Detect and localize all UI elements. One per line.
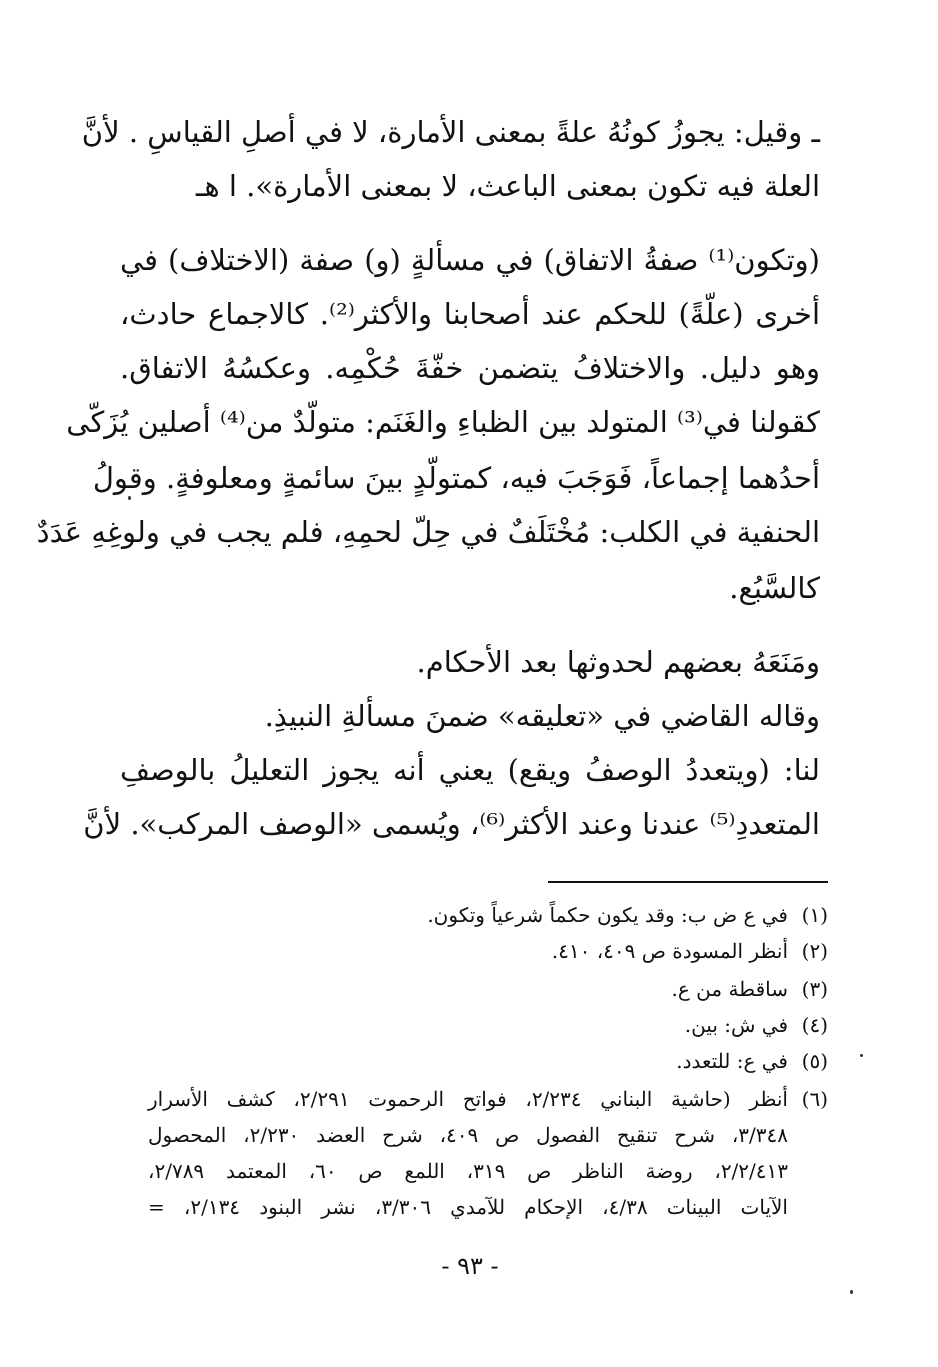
body-line-4: أخرى (علّةً) للحكم عند أصحابنا والأكثر⁽²⁾. كالاجماع حادث، — [120, 297, 821, 331]
body-line-8: الحنفية في الكلب: مُخْتَلَفٌ في حِلّ لحمِهِ، فلم يجب في ولوغِهِ عَدَدٌ — [36, 515, 820, 549]
body-line-5: وهو دليل. والاختلافُ يتضمن خفّةَ حُكْمِه. وعكسُهُ الاتفاق. — [120, 351, 820, 385]
footnote-text-3: ساقطة من ع. — [671, 977, 788, 1001]
footnote-text-5: في ع: للتعدد. — [676, 1049, 788, 1073]
footnote-number-5: (٥) — [801, 1049, 828, 1073]
footnote-number-4: (٤) — [801, 1013, 828, 1037]
footnote-continuation-line-1: ٣/٣٤٨، شرح تنقيح الفصول ص ٤٠٩، شرح العضد ٢/٢٣٠، المحصول — [148, 1123, 788, 1147]
footnote-text-6: أنظر (حاشية البناني ٢/٢٣٤، فواتح الرحموت ٢/٢٩١، كشف الأسرار — [148, 1087, 788, 1111]
body-line-3: (وتكون⁽¹⁾ صفةُ الاتفاق) في مسألةٍ (و) صفة (الاختلاف) في — [120, 243, 820, 277]
footnote-number-2: (٢) — [801, 939, 828, 963]
footnote-number-3: (٣) — [801, 977, 828, 1001]
footnote-separator — [548, 881, 828, 883]
body-line-7: أحدُهما إجماعاً، فَوَجَبَ فيه، كمتولّدٍ بينَ سائمةٍ ومعلوفةٍ. وقولُ — [92, 461, 820, 495]
footnote-text-1: في ع ض ب: وقد يكون حكماً شرعياً وتكون. — [427, 903, 788, 927]
scan-speck — [860, 1054, 863, 1057]
body-line-9: كالسَّبُع. — [729, 571, 820, 605]
scan-speck — [850, 1290, 853, 1294]
body-line-2: العلة فيه تكون بمعنى الباعث، لا بمعنى الأمارة». ا هـ — [195, 169, 820, 203]
body-line-13: المتعددِ⁽⁵⁾ عندنا وعند الأكثر⁽⁶⁾، ويُسمى «الوصف المركب». لأنَّ — [83, 807, 820, 841]
footnote-number-6: (٦) — [801, 1087, 828, 1111]
body-line-12: لنا: (ويتعددُ الوصفُ ويقع) يعني أنه يجوز التعليلُ بالوصفِ — [120, 753, 820, 787]
body-line-6: كقولنا في⁽³⁾ المتولد بين الظباءِ والغَنَم: متولّدٌ من⁽⁴⁾ أصلين يُزَكّى — [66, 405, 820, 439]
body-line-10: ومَنَعَهُ بعضهم لحدوثها بعد الأحكام. — [416, 645, 820, 679]
footnote-text-2: أنظر المسودة ص ٤٠٩، ٤١٠. — [551, 939, 788, 963]
footnote-text-4: في ش: بين. — [684, 1013, 788, 1037]
page-number: - ٩٣ - — [441, 1252, 499, 1280]
scan-speck — [128, 496, 131, 500]
body-line-1: ـ وقيل: يجوزُ كونُهُ علةً بمعنى الأمارة، لا في أصلِ القياسِ . لأنَّ — [81, 115, 820, 149]
body-line-11: وقاله القاضي في «تعليقه» ضمنَ مسألةِ النبيذِ. — [264, 699, 820, 733]
footnote-continuation-line-3: الآيات البينات ٤/٣٨، الإحكام للآمدي ٣/٣٠٦، نشر البنود ٢/١٣٤، = — [148, 1195, 788, 1219]
footnote-number-1: (١) — [801, 903, 828, 927]
footnote-continuation-line-2: ٢/٢/٤١٣، روضة الناظر ص ٣١٩، اللمع ص ٦٠، المعتمد ٢/٧٨٩، — [148, 1159, 788, 1183]
